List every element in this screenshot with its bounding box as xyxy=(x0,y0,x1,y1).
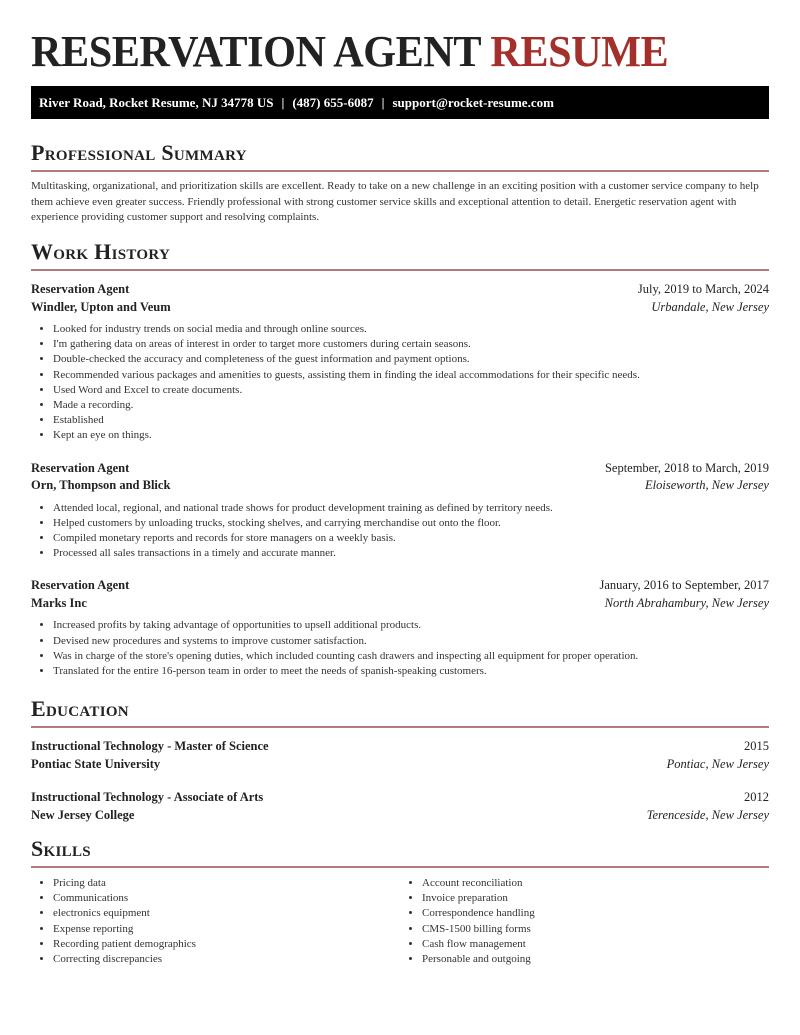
skill-item: • electronics equipment xyxy=(53,906,400,921)
job-location: Urbandale, New Jersey xyxy=(651,299,769,314)
education-section xyxy=(31,696,769,824)
job-entry xyxy=(31,460,769,562)
job-bullet: • Used Word and Excel to create documents. xyxy=(53,383,769,398)
title-accent: RESUME xyxy=(490,27,669,76)
job-bullet: • Helped customers by unloading trucks, stocking shelves, and carrying merchandise out onto the floor. xyxy=(53,516,769,531)
job-bullet: • Kept an eye on things. xyxy=(53,428,769,443)
job-company: Windler, Upton and Veum xyxy=(31,299,171,314)
job-header-row xyxy=(31,281,769,299)
skill-item: • Pricing data xyxy=(53,876,400,891)
job-bullet: • I'm gathering data on areas of interest in order to target more customers during certain seasons. xyxy=(53,337,769,352)
job-title: Reservation Agent xyxy=(31,578,130,593)
job-bullets xyxy=(31,618,769,679)
education-degree-row xyxy=(31,789,769,807)
contact-phone[interactable]: (487) 655-6087 xyxy=(292,95,374,110)
contact-separator: | xyxy=(381,95,385,110)
education-entry xyxy=(31,738,769,773)
job-bullet: • Double-checked the accuracy and completeness of the guest information and payment options. xyxy=(53,352,769,367)
job-company-row xyxy=(31,595,769,613)
job-title: Reservation Agent xyxy=(31,460,130,475)
job-entry xyxy=(31,281,769,444)
education-year: 2015 xyxy=(744,739,769,753)
section-heading: Skills xyxy=(31,836,769,868)
job-bullet: • Translated for the entire 16-person team in order to meet the needs of spanish-speaking customers. xyxy=(53,664,769,679)
skills-list-right xyxy=(400,876,769,967)
job-title: Reservation Agent xyxy=(31,282,130,296)
skill-item: • Recording patient demographics xyxy=(53,937,400,952)
job-bullet: • Made a recording. xyxy=(53,398,769,413)
job-dates: January, 2016 to September, 2017 xyxy=(599,578,769,593)
job-bullet: • Attended local, regional, and national trade shows for product development training as defined by territory needs. xyxy=(53,501,769,516)
skill-item: • CMS-1500 billing forms xyxy=(422,922,769,937)
contact-email[interactable]: support@rocket-resume.com xyxy=(392,95,554,110)
education-school: New Jersey College xyxy=(31,807,135,822)
job-entry xyxy=(31,577,769,679)
job-location: Eloiseworth, New Jersey xyxy=(645,478,769,493)
job-header-row xyxy=(31,577,769,595)
skill-item: • Account reconciliation xyxy=(422,876,769,891)
job-company-row xyxy=(31,299,769,317)
job-company: Orn, Thompson and Blick xyxy=(31,478,171,493)
job-bullet: • Established xyxy=(53,413,769,428)
job-bullet: • Devised new procedures and systems to improve customer satisfaction. xyxy=(53,634,769,649)
skill-item: • Expense reporting xyxy=(53,922,400,937)
skill-item: • Communications xyxy=(53,891,400,906)
education-degree: Instructional Technology - Master of Science xyxy=(31,739,269,753)
summary-text: Multitasking, organizational, and prioritization skills are excellent. Ready to take on a new challenge in an exciting position with a customer service company to help them achieve even greater success. Friendly professional with strong customer service skills and exceptional attention to detail. Energetic reservation agent with experience providing customer support and resolving complaints. xyxy=(31,180,759,223)
skills-list-left xyxy=(31,876,400,967)
education-year: 2012 xyxy=(744,790,769,804)
education-location: Pontiac, New Jersey xyxy=(666,756,769,771)
job-dates: July, 2019 to March, 2024 xyxy=(637,282,769,296)
contact-bar xyxy=(31,86,769,119)
work-history-section xyxy=(31,239,769,679)
skill-item: • Correcting discrepancies xyxy=(53,952,400,967)
skill-item: • Correspondence handling xyxy=(422,906,769,921)
education-location: Terenceside, New Jersey xyxy=(646,807,769,822)
job-dates: September, 2018 to March, 2019 xyxy=(604,460,769,475)
section-heading: Professional Summary xyxy=(31,140,769,172)
job-bullet: • Looked for industry trends on social media and through online sources. xyxy=(53,322,769,337)
job-bullet: • Processed all sales transactions in a timely and accurate manner. xyxy=(53,546,769,561)
resume-title xyxy=(31,26,668,77)
education-school: Pontiac State University xyxy=(31,756,161,771)
section-heading: Work History xyxy=(31,239,769,271)
job-bullets xyxy=(31,501,769,562)
job-bullet: • Recommended various packages and amenities to guests, assisting them in finding the ideal accommodations for their specific needs. xyxy=(53,368,769,383)
education-entry xyxy=(31,789,769,824)
summary-section xyxy=(31,140,769,226)
section-heading: Education xyxy=(31,696,769,728)
job-company: Marks Inc xyxy=(31,595,87,610)
job-header-row xyxy=(31,460,769,478)
education-school-row xyxy=(31,756,769,774)
job-company-row xyxy=(31,477,769,495)
job-bullet: • Increased profits by taking advantage of opportunities to upsell additional products. xyxy=(53,618,769,633)
job-bullet: • Was in charge of the store's opening duties, which included counting cash drawers and inspecting all equipment for proper operation. xyxy=(53,649,769,664)
job-bullet: • Compiled monetary reports and records for store managers on a weekly basis. xyxy=(53,531,769,546)
skills-section xyxy=(31,836,769,967)
skill-item: • Invoice preparation xyxy=(422,891,769,906)
contact-separator: | xyxy=(281,95,285,110)
skill-item: • Cash flow management xyxy=(422,937,769,952)
title-main: RESERVATION AGENT xyxy=(31,27,481,76)
job-bullets xyxy=(31,322,769,444)
skill-item: • Personable and outgoing xyxy=(422,952,769,967)
contact-address: River Road, Rocket Resume, NJ 34778 US xyxy=(39,95,274,110)
education-degree: Instructional Technology - Associate of Arts xyxy=(31,790,264,804)
education-school-row xyxy=(31,807,769,825)
education-degree-row xyxy=(31,738,769,756)
job-location: North Abrahambury, New Jersey xyxy=(604,595,769,610)
